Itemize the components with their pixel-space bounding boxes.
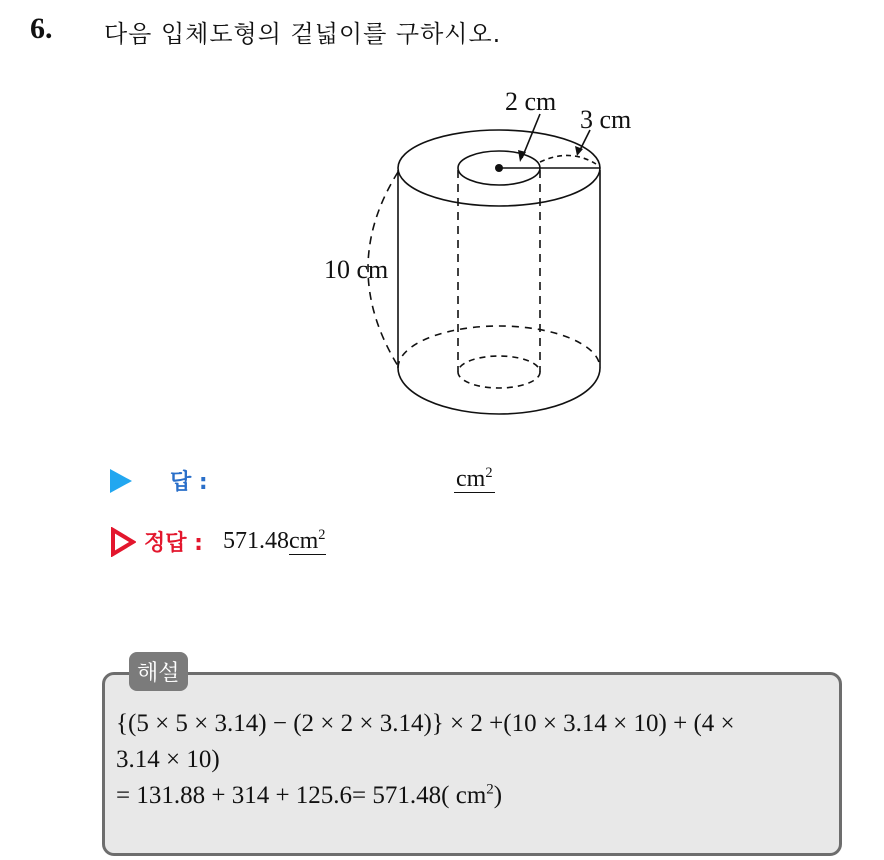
correct-label: 정답 :: [144, 531, 203, 556]
correct-answer-row: [110, 526, 326, 557]
correct-value: 571.48: [222, 528, 289, 554]
correct-unit-exponent: 2: [318, 527, 326, 543]
outer-bottom-front: [398, 368, 600, 414]
correct-unit: cm: [288, 528, 319, 554]
solution-line-3: [116, 778, 836, 814]
answer-unit-exponent: 2: [485, 465, 493, 481]
height-label: 10 cm: [324, 255, 389, 284]
correct-value-group: [223, 528, 326, 555]
outer-bottom-back: [398, 326, 600, 368]
inner-radius-pointer: [522, 114, 540, 158]
solution-line-2: 3.14 × 10): [116, 746, 220, 773]
solution-line-3-exponent: 2: [486, 781, 494, 798]
question-text: 다음 입체도형의 겉넓이를 구하시오.: [104, 20, 502, 48]
inner-radius-label: 2 cm: [505, 87, 557, 116]
question-number: 6.: [30, 12, 53, 45]
solution-line-3-end: ): [493, 782, 503, 809]
outer-radius-label: 3 cm: [580, 105, 632, 134]
solution-tag: 해설: [129, 652, 188, 691]
play-triangle-icon: [110, 469, 132, 493]
outer-radius-arc: [540, 155, 596, 164]
answer-blank-unit[interactable]: [454, 466, 495, 493]
answer-row: [110, 465, 208, 496]
correct-unit-group: [289, 528, 326, 555]
solution-line-3-main: = 131.88 + 314 + 125.6= 571.48( cm: [116, 782, 487, 809]
solution-text: [116, 706, 836, 814]
outline-triangle-icon: [110, 527, 136, 557]
answer-label: 답 :: [170, 470, 208, 495]
cylinder-figure: [300, 80, 660, 430]
inner-bottom-ellipse: [458, 356, 540, 388]
answer-unit: cm: [456, 466, 486, 492]
inner-radius-arrow: [518, 150, 526, 162]
center-dot: [495, 164, 503, 172]
solution-line-1: {(5 × 5 × 3.14) − (2 × 2 × 3.14)} × 2 +(10 × 3.14 × 10) + (4 ×: [116, 710, 735, 737]
